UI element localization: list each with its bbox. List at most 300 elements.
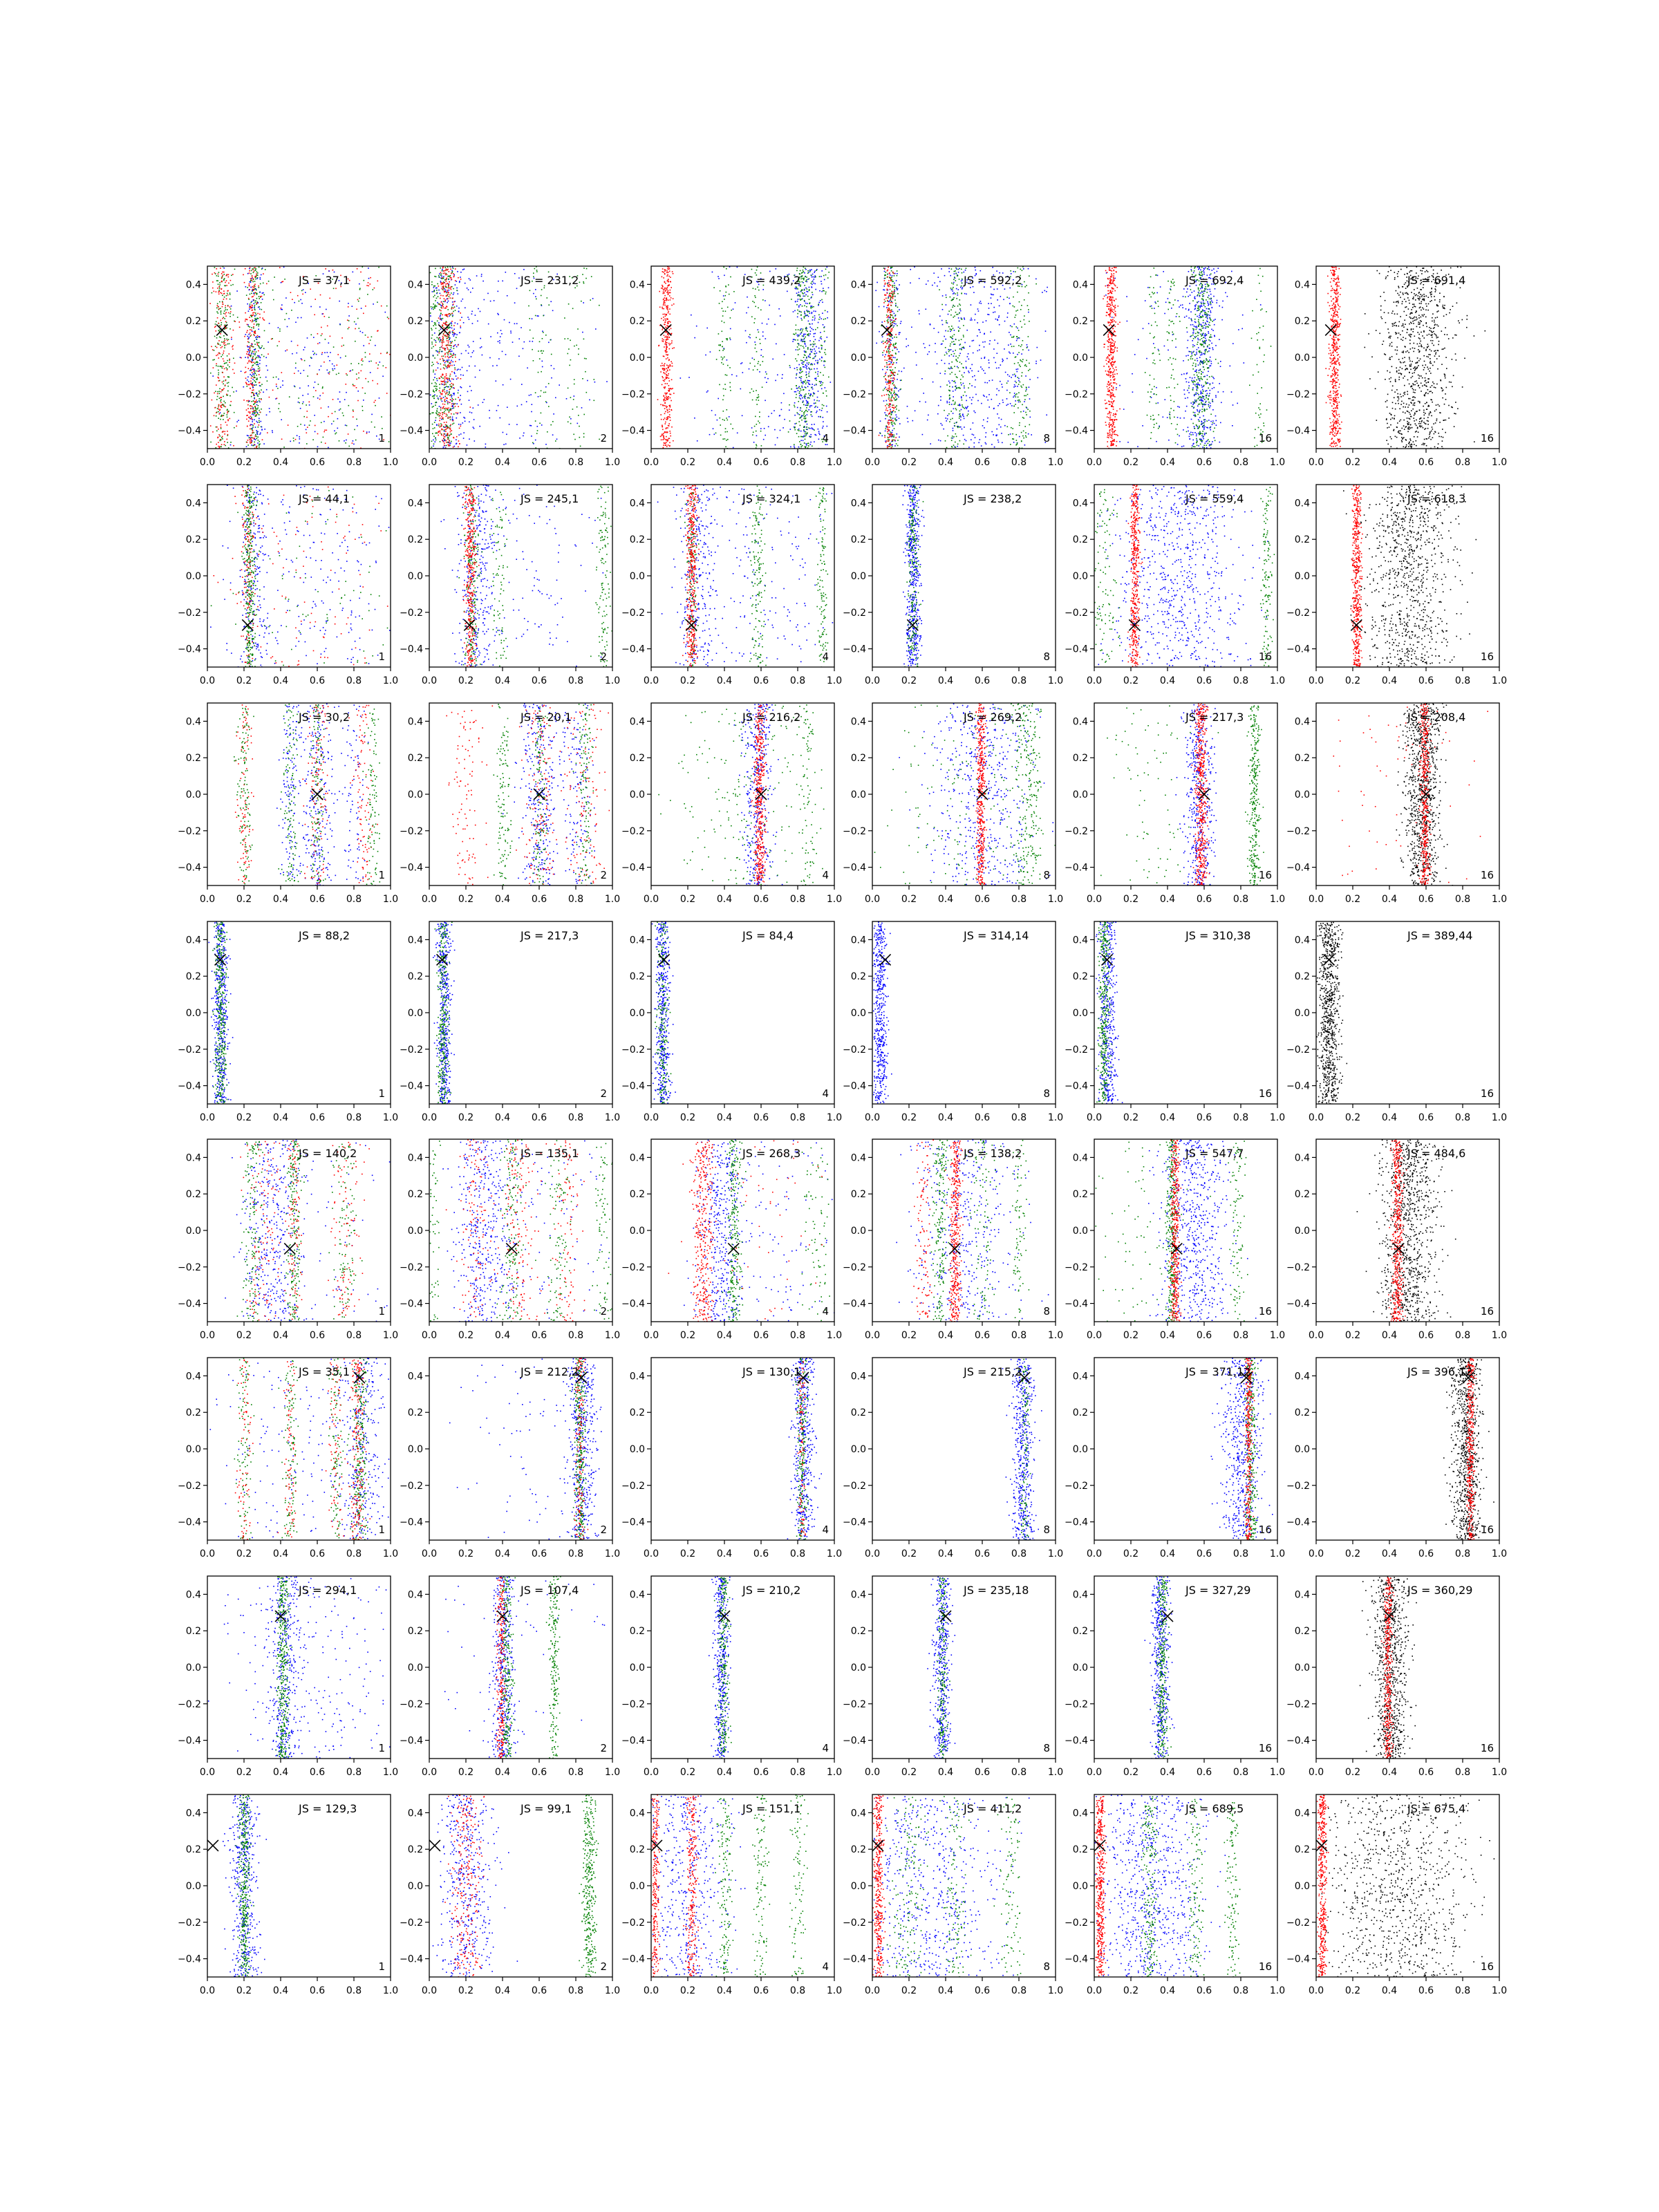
data-point <box>991 294 993 296</box>
data-point <box>443 438 444 439</box>
data-point <box>259 368 261 369</box>
data-point <box>548 304 550 306</box>
data-point <box>662 268 664 270</box>
data-point <box>216 311 218 312</box>
data-point <box>449 323 451 324</box>
data-point <box>444 272 446 274</box>
data-point <box>789 365 791 366</box>
data-point <box>251 396 252 397</box>
data-point <box>810 306 812 307</box>
data-point <box>332 270 334 271</box>
data-point <box>377 368 379 369</box>
data-point <box>248 417 250 418</box>
data-point <box>821 283 823 285</box>
data-point <box>440 295 442 297</box>
data-point <box>797 313 798 315</box>
data-point <box>481 274 482 275</box>
data-point <box>989 380 991 382</box>
data-point <box>953 391 954 392</box>
data-point <box>984 357 985 359</box>
data-point <box>809 271 811 272</box>
data-point <box>753 359 755 360</box>
data-point <box>888 317 890 319</box>
data-point <box>814 403 815 404</box>
data-point <box>806 357 807 358</box>
data-point <box>959 353 961 355</box>
data-point <box>258 440 259 441</box>
data-point <box>606 381 608 382</box>
data-point <box>798 299 799 300</box>
data-point <box>435 441 436 442</box>
data-point <box>664 273 666 274</box>
data-point <box>444 429 445 431</box>
data-point <box>431 308 433 310</box>
data-point <box>497 332 498 334</box>
data-point <box>440 349 441 350</box>
data-point <box>219 446 221 447</box>
data-point <box>443 447 444 448</box>
data-point <box>348 303 349 304</box>
data-point <box>259 418 260 420</box>
data-point <box>248 353 250 355</box>
data-point <box>548 406 550 407</box>
data-point <box>901 371 903 373</box>
data-point <box>1015 400 1016 402</box>
data-point <box>825 269 827 270</box>
data-point <box>317 374 318 375</box>
data-point <box>327 370 328 371</box>
data-point <box>498 291 499 292</box>
data-point <box>451 404 453 405</box>
data-point <box>260 433 261 434</box>
data-point <box>667 377 668 378</box>
data-point <box>439 351 440 353</box>
data-point <box>732 428 733 429</box>
data-point <box>341 337 343 339</box>
data-point <box>458 368 459 370</box>
data-point <box>439 273 440 274</box>
data-point <box>669 390 671 391</box>
data-point <box>886 404 888 405</box>
data-point <box>572 308 574 310</box>
data-point <box>251 417 252 418</box>
data-point <box>230 442 232 443</box>
data-point <box>811 405 812 406</box>
data-point <box>894 289 895 290</box>
data-point <box>440 310 442 312</box>
data-point <box>438 296 439 297</box>
data-point <box>805 395 806 396</box>
y-tick-label: 0.4 <box>630 279 645 290</box>
data-point <box>810 364 812 366</box>
data-point <box>443 406 444 408</box>
data-point <box>719 303 720 304</box>
data-point <box>444 436 446 438</box>
data-point <box>787 291 788 292</box>
data-point <box>218 292 219 293</box>
data-point <box>722 438 724 440</box>
data-point <box>776 344 777 345</box>
data-point <box>979 345 980 346</box>
data-point <box>272 430 273 431</box>
data-point <box>333 288 335 290</box>
data-point <box>337 364 338 366</box>
data-point <box>494 300 495 301</box>
data-point <box>724 384 726 385</box>
data-point <box>983 420 984 421</box>
data-point <box>321 366 322 367</box>
data-point <box>358 363 359 364</box>
data-point <box>794 444 795 445</box>
data-point <box>887 382 888 383</box>
data-point <box>822 312 823 314</box>
data-point <box>447 402 449 403</box>
data-point <box>259 296 260 297</box>
data-point <box>890 298 892 299</box>
data-point <box>727 338 729 339</box>
data-point <box>263 392 264 393</box>
data-point <box>255 279 256 280</box>
data-point <box>363 345 364 346</box>
data-point <box>894 386 896 387</box>
data-point <box>964 319 966 320</box>
data-point <box>660 404 662 406</box>
data-point <box>357 268 358 270</box>
data-point <box>779 415 780 417</box>
data-point <box>793 311 794 312</box>
data-point <box>447 378 448 379</box>
data-point <box>1029 398 1031 400</box>
data-point <box>810 444 812 445</box>
data-point <box>444 377 446 379</box>
data-point <box>218 409 220 410</box>
data-point <box>263 319 264 321</box>
data-point <box>474 428 475 429</box>
data-point <box>977 400 979 402</box>
data-point <box>385 312 386 313</box>
data-point <box>219 284 221 285</box>
data-point <box>445 267 447 268</box>
data-point <box>453 294 454 295</box>
data-point <box>814 333 815 335</box>
data-point <box>819 290 821 292</box>
data-point <box>269 408 270 409</box>
data-point <box>366 285 368 286</box>
data-point <box>435 276 437 278</box>
data-point <box>881 341 883 343</box>
data-point <box>556 439 558 440</box>
data-point <box>984 395 985 397</box>
data-point <box>670 290 671 291</box>
data-point <box>458 377 459 379</box>
data-point <box>448 386 449 388</box>
data-point <box>727 375 728 376</box>
data-point <box>469 412 471 413</box>
data-point <box>783 393 785 395</box>
data-point <box>224 328 225 330</box>
data-point <box>447 316 449 317</box>
data-point <box>509 424 510 425</box>
data-point <box>440 376 442 377</box>
data-point <box>964 427 965 428</box>
data-point <box>440 340 441 341</box>
data-point <box>224 278 225 279</box>
data-point <box>663 341 664 342</box>
data-point <box>896 280 897 281</box>
data-point <box>812 307 813 308</box>
data-point <box>807 281 808 283</box>
data-point <box>250 281 251 283</box>
data-point <box>800 395 802 397</box>
data-point <box>579 437 581 438</box>
data-point <box>800 367 801 368</box>
data-point <box>765 300 766 301</box>
data-point <box>469 422 470 423</box>
data-point <box>450 353 451 355</box>
data-point <box>900 323 901 324</box>
data-point <box>951 404 953 405</box>
data-point <box>223 404 225 406</box>
data-point <box>258 329 259 330</box>
data-point <box>823 324 824 326</box>
data-point <box>1009 332 1010 333</box>
data-point <box>888 361 890 362</box>
data-point <box>453 365 455 366</box>
data-point <box>827 411 828 413</box>
data-point <box>281 308 282 309</box>
data-point <box>234 373 235 374</box>
data-point <box>447 427 449 429</box>
data-point <box>452 418 453 420</box>
data-point <box>282 385 283 386</box>
data-point <box>228 276 229 278</box>
data-point <box>809 353 811 355</box>
data-point <box>454 446 456 447</box>
data-point <box>247 346 249 348</box>
data-point <box>891 270 892 272</box>
data-point <box>897 433 898 435</box>
data-point <box>442 348 444 349</box>
data-point <box>222 415 223 417</box>
data-point <box>259 385 261 386</box>
data-point <box>991 444 993 445</box>
data-point <box>259 355 260 357</box>
data-point <box>999 306 1000 307</box>
data-point <box>440 423 442 424</box>
data-point <box>451 321 453 322</box>
data-point <box>256 411 257 413</box>
data-point <box>452 424 453 425</box>
data-point <box>725 286 727 288</box>
data-point <box>719 350 720 351</box>
data-point <box>225 282 226 283</box>
data-point <box>938 440 939 441</box>
data-point <box>892 444 893 446</box>
data-point <box>782 374 783 375</box>
data-point <box>250 267 251 268</box>
data-point <box>669 438 671 440</box>
data-point <box>256 393 257 394</box>
data-point <box>968 372 970 373</box>
data-point <box>1045 330 1047 332</box>
data-point <box>259 391 260 392</box>
data-point <box>470 292 471 293</box>
data-point <box>256 404 258 406</box>
data-point <box>921 378 923 379</box>
data-point <box>663 435 664 437</box>
data-point <box>467 391 469 393</box>
data-point <box>379 362 381 363</box>
data-point <box>225 422 227 423</box>
data-point <box>250 438 252 440</box>
data-point <box>980 301 982 302</box>
data-point <box>256 408 257 409</box>
data-point <box>814 353 815 355</box>
data-point <box>668 423 670 424</box>
data-point <box>309 424 310 426</box>
data-point <box>435 404 436 406</box>
data-point <box>807 405 808 406</box>
data-point <box>322 352 324 353</box>
data-point <box>1000 296 1002 297</box>
data-point <box>460 378 462 379</box>
data-point <box>440 415 441 416</box>
data-point <box>586 268 588 270</box>
data-point <box>230 401 232 402</box>
data-point <box>811 283 812 284</box>
data-point <box>789 410 790 411</box>
data-point <box>431 383 433 384</box>
data-point <box>592 298 594 299</box>
data-point <box>449 365 451 366</box>
data-point <box>816 269 818 270</box>
data-point <box>886 326 888 328</box>
data-point <box>991 303 992 304</box>
data-point <box>968 371 969 372</box>
data-point <box>253 299 254 301</box>
data-point <box>899 351 900 353</box>
data-point <box>373 289 374 290</box>
data-point <box>811 275 812 276</box>
data-point <box>663 277 664 279</box>
data-point <box>816 384 817 385</box>
data-point <box>210 425 212 427</box>
data-point <box>814 407 816 409</box>
data-point <box>747 297 748 298</box>
data-point <box>662 429 664 431</box>
data-point <box>665 270 666 271</box>
data-point <box>236 290 238 292</box>
data-point <box>794 402 796 404</box>
data-point <box>446 422 447 423</box>
data-point <box>799 414 800 415</box>
data-point <box>432 433 433 435</box>
data-point <box>449 391 450 393</box>
data-point <box>599 305 600 306</box>
data-point <box>938 405 939 406</box>
data-point <box>218 312 219 314</box>
data-point <box>947 418 948 420</box>
data-point <box>227 376 229 377</box>
data-point <box>805 294 807 296</box>
data-point <box>940 440 941 442</box>
data-point <box>456 403 458 404</box>
data-point <box>966 366 967 368</box>
data-point <box>457 370 458 371</box>
data-point <box>758 396 760 397</box>
data-point <box>436 306 438 307</box>
data-point <box>437 351 438 353</box>
data-point <box>823 365 825 366</box>
data-point <box>260 283 261 285</box>
data-point <box>291 341 292 342</box>
data-point <box>230 405 232 406</box>
data-point <box>818 391 819 392</box>
data-point <box>800 304 801 306</box>
data-point <box>664 370 665 371</box>
data-point <box>670 433 671 434</box>
data-point <box>888 381 889 382</box>
data-point <box>252 424 253 426</box>
data-point <box>805 405 807 406</box>
data-point <box>361 359 362 361</box>
data-point <box>803 362 804 363</box>
data-point <box>725 374 727 375</box>
data-point <box>919 313 920 315</box>
data-point <box>251 428 252 429</box>
data-point <box>226 275 227 276</box>
data-point <box>666 440 668 441</box>
data-point <box>954 330 955 331</box>
data-point <box>758 421 759 422</box>
data-point <box>346 384 347 385</box>
data-point <box>887 445 888 447</box>
data-point <box>252 406 253 407</box>
data-point <box>784 354 785 355</box>
data-point <box>451 286 452 288</box>
data-point <box>461 301 462 302</box>
data-point <box>927 420 928 421</box>
data-point <box>328 342 330 344</box>
data-point <box>896 409 897 410</box>
data-point <box>256 377 258 379</box>
data-point <box>478 404 479 406</box>
data-point <box>259 306 260 308</box>
data-point <box>667 274 668 276</box>
data-point <box>216 384 217 386</box>
data-point <box>329 373 330 375</box>
data-point <box>445 322 447 324</box>
data-point <box>442 393 443 395</box>
data-point <box>252 307 253 308</box>
data-point <box>812 427 813 429</box>
data-point <box>804 382 805 383</box>
x-tick-label: 0.0 <box>422 457 437 468</box>
data-point <box>259 398 260 400</box>
data-point <box>433 390 434 391</box>
data-point <box>990 332 991 333</box>
data-point <box>817 373 818 375</box>
data-point <box>443 381 444 382</box>
data-point <box>818 429 819 430</box>
data-point <box>222 295 223 297</box>
data-point <box>451 413 452 415</box>
data-point <box>251 377 252 379</box>
data-point <box>811 351 812 353</box>
data-point <box>357 299 359 301</box>
data-point <box>223 350 225 352</box>
data-point <box>247 357 249 359</box>
